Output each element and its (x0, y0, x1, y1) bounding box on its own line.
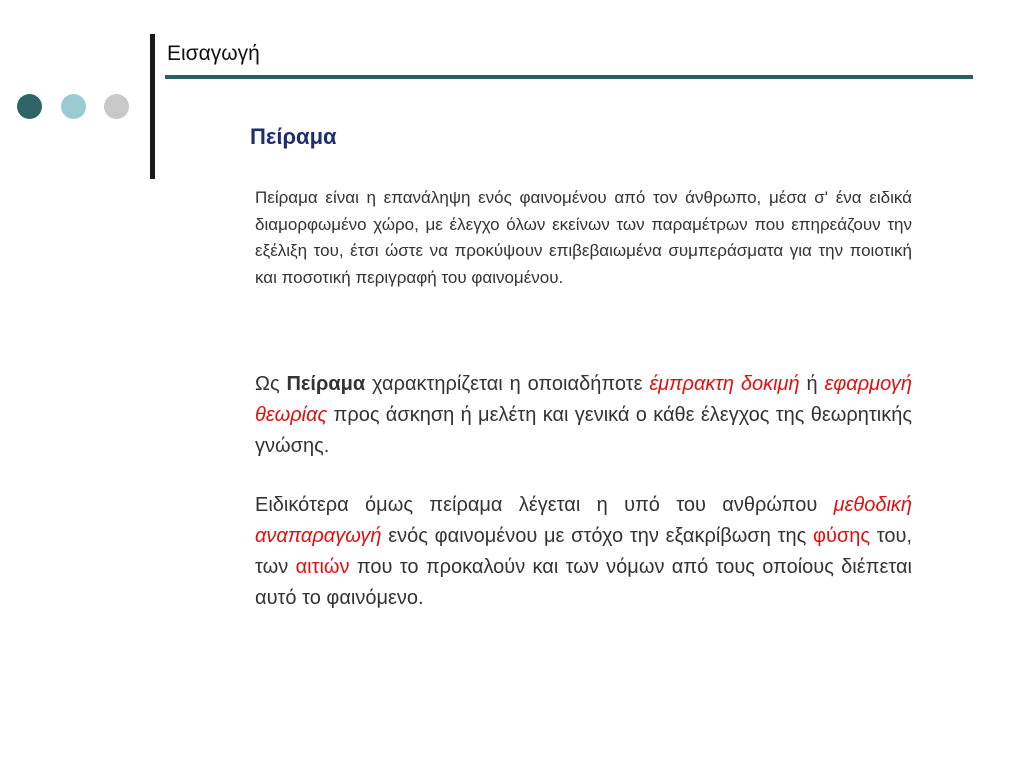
highlighted-term: έμπρακτη δοκιμή (649, 373, 800, 395)
decorative-dot-grey (104, 94, 129, 119)
definition-paragraph: Πείραμα είναι η επανάληψη ενός φαινομένου από τον άνθρωπο, μέσα σ' ένα ειδικά διαμορφωμένο χώρο, με έλεγχο όλων εκείνων των παραμέτρων που επηρεάζουν την εξέλιξη του, έτσι ώστε να προκύψουν επιβεβαιωμένα συμπεράσματα για την ποιοτική και ποσοτική περιγραφή του φαινομένου. (255, 188, 912, 287)
specific-definition-paragraph (255, 490, 912, 614)
text-run: ή (799, 373, 825, 395)
characterization-paragraph (255, 369, 912, 462)
decorative-dot-light (61, 94, 86, 119)
bold-term: Πείραμα (286, 373, 366, 395)
decorative-dot-dark (17, 94, 42, 119)
title-underline (165, 75, 973, 79)
text-run: Ως (255, 373, 287, 395)
text-run: προς άσκηση ή μελέτη και γενικά ο κάθε έλεγχος της θεωρητικής γνώσης. (255, 404, 912, 457)
text-run: ενός φαινομένου με στόχο την εξακρίβωση της (381, 525, 814, 547)
highlighted-term: αιτιών (295, 556, 350, 578)
slide-title: Εισαγωγή (167, 42, 260, 65)
vertical-divider (150, 34, 155, 179)
text-run: του, των (255, 525, 912, 578)
highlighted-term: φύσης (813, 525, 871, 547)
text-run: χαρακτηρίζεται η οποιαδήποτε (365, 373, 650, 395)
highlighted-term: εφαρμογή θεωρίας (255, 373, 912, 426)
text-run: που το προκαλούν και των νόμων από τους οποίους διέπεται αυτό το φαινόμενο. (255, 556, 912, 609)
text-run: Ειδικότερα όμως πείραμα λέγεται η υπό του ανθρώπου (255, 494, 834, 516)
section-heading: Πείραμα (250, 124, 337, 149)
highlighted-term: μεθοδική αναπαραγωγή (255, 494, 912, 547)
